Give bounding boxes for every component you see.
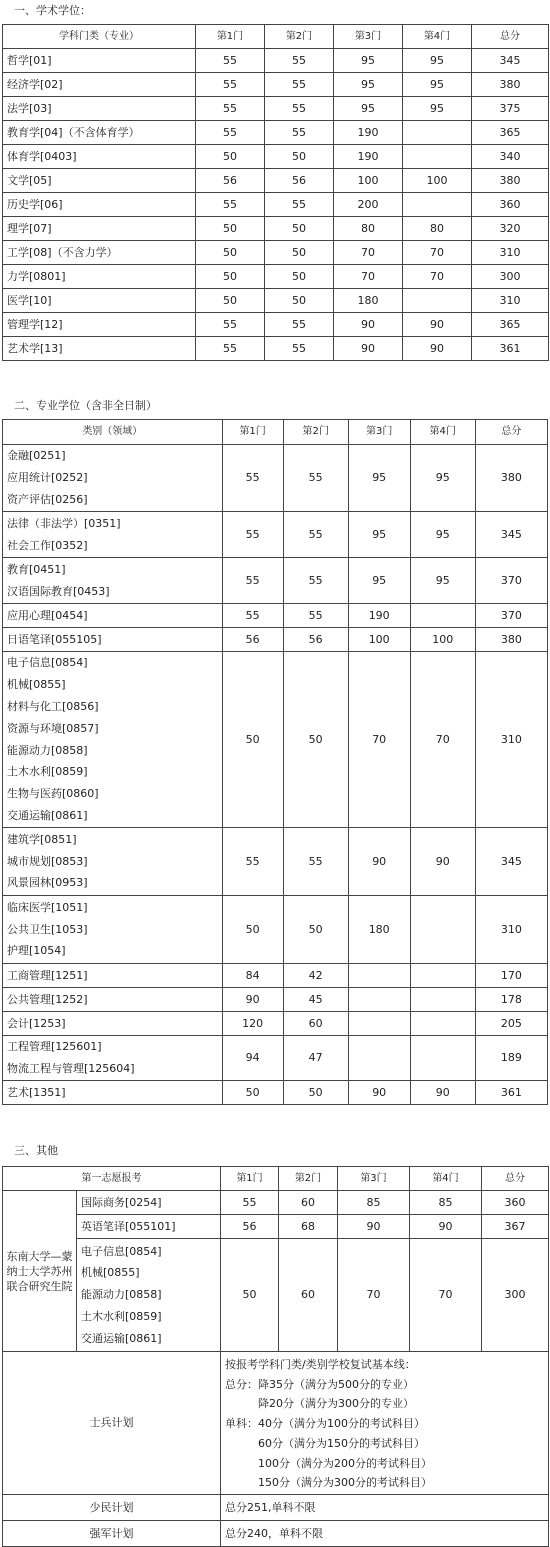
total-cell: 360 (472, 193, 549, 217)
category-name: 金融[0251] (7, 449, 66, 463)
score-cell: 180 (348, 896, 410, 964)
score-cell: 94 (222, 1036, 283, 1081)
score-cell: 55 (196, 73, 265, 97)
section2-title: 二、专业学位（含非全日制） (14, 399, 157, 412)
rule-line: 总分：降35分（满分为500分的专业） (225, 1377, 414, 1391)
score-cell: 85 (338, 1191, 410, 1215)
score-cell: 95 (410, 445, 475, 512)
category-name: 交通运输[0861] (7, 808, 88, 822)
table-row (3, 241, 549, 265)
total-cell: 380 (472, 73, 549, 97)
score-cell: 60 (279, 1239, 338, 1352)
total-cell: 178 (475, 988, 547, 1012)
table-row (3, 121, 549, 145)
table-row (3, 169, 549, 193)
header-total: 总分 (482, 1167, 549, 1191)
score-cell: 50 (283, 652, 348, 828)
score-cell: 100 (348, 628, 410, 652)
table-row (3, 512, 548, 558)
program-name: 能源动力[0858] (81, 1288, 162, 1302)
score-cell (410, 988, 475, 1012)
score-cell: 55 (196, 193, 265, 217)
discipline-name: 医学[10] (3, 289, 196, 313)
total-cell: 189 (475, 1036, 547, 1081)
score-cell: 95 (334, 97, 403, 121)
table-row (3, 217, 549, 241)
program-name: 英语笔译[055101] (77, 1215, 221, 1239)
category-name: 建筑学[0851] (7, 832, 77, 846)
category-name: 资源与环境[0857] (7, 721, 99, 735)
score-cell: 50 (196, 145, 265, 169)
score-cell: 55 (196, 97, 265, 121)
discipline-name: 历史学[06] (3, 193, 196, 217)
rule-line: 150分（满分为300分的考试科目） (225, 1476, 432, 1490)
category-name: 工程管理[125601] (7, 1040, 102, 1054)
total-cell: 310 (475, 652, 547, 828)
total-cell: 370 (475, 604, 547, 628)
score-cell: 55 (265, 73, 334, 97)
table-row (3, 1239, 549, 1352)
table-row (3, 988, 548, 1012)
total-cell: 170 (475, 964, 547, 988)
category-name: 汉语国际教育[0453] (7, 584, 110, 598)
category-name: 艺术[1351] (7, 1085, 66, 1099)
score-cell: 190 (334, 145, 403, 169)
score-cell: 90 (338, 1215, 410, 1239)
score-cell: 60 (279, 1191, 338, 1215)
score-cell: 70 (334, 265, 403, 289)
score-cell: 55 (222, 558, 283, 604)
rule-line: 60分（满分为150分的考试科目） (225, 1436, 425, 1450)
score-cell: 56 (221, 1215, 279, 1239)
discipline-name: 工学[08]（不含力学） (3, 241, 196, 265)
category-names (3, 558, 223, 604)
score-cell: 95 (348, 512, 410, 558)
category-name: 土木水利[0859] (7, 765, 88, 779)
score-cell (348, 1012, 410, 1036)
score-cell: 95 (410, 512, 475, 558)
score-cell: 90 (403, 313, 472, 337)
header-subject-2: 第2门 (265, 25, 334, 49)
qiangjun-plan-label: 强军计划 (3, 1521, 221, 1547)
header-subject-1: 第1门 (222, 420, 283, 445)
header-subject-1: 第1门 (196, 25, 265, 49)
category-name: 资产评估[0256] (7, 492, 88, 506)
score-cell: 70 (338, 1239, 410, 1352)
score-cell: 50 (196, 289, 265, 313)
table-row (3, 445, 548, 512)
category-name: 城市规划[0853] (7, 854, 88, 868)
total-cell: 365 (472, 121, 549, 145)
header-subject-3: 第3门 (348, 420, 410, 445)
table-header-row (3, 420, 548, 445)
total-cell: 345 (472, 49, 549, 73)
section1-title: 一、学术学位： (14, 4, 91, 17)
score-cell: 55 (222, 512, 283, 558)
score-cell: 55 (265, 97, 334, 121)
score-cell: 200 (334, 193, 403, 217)
score-cell: 50 (265, 265, 334, 289)
discipline-name: 哲学[01] (3, 49, 196, 73)
score-cell (403, 289, 472, 313)
table-row (3, 558, 548, 604)
score-cell: 70 (410, 1239, 482, 1352)
table-row (3, 652, 548, 828)
score-cell: 55 (196, 313, 265, 337)
score-cell: 90 (334, 313, 403, 337)
minority-plan-label: 少民计划 (3, 1495, 221, 1521)
academic-degree-table (2, 24, 549, 361)
score-cell: 90 (348, 1081, 410, 1105)
category-name: 社会工作[0352] (7, 538, 88, 552)
table-row (3, 145, 549, 169)
score-cell: 70 (403, 265, 472, 289)
score-cell (410, 1012, 475, 1036)
score-cell: 50 (283, 896, 348, 964)
score-cell: 95 (403, 73, 472, 97)
program-name-list (77, 1239, 221, 1352)
score-cell: 90 (410, 1081, 475, 1105)
score-cell: 55 (222, 828, 283, 896)
header-subject-2: 第2门 (279, 1167, 338, 1191)
program-name: 电子信息[0854] (81, 1244, 162, 1258)
score-cell: 55 (196, 121, 265, 145)
score-cell: 85 (410, 1191, 482, 1215)
soldier-plan-rules (221, 1352, 549, 1495)
table-row (3, 1495, 549, 1521)
score-cell: 56 (283, 628, 348, 652)
category-name: 护理[1054] (7, 944, 66, 958)
table-header-row (3, 1167, 549, 1191)
total-cell: 370 (475, 558, 547, 604)
score-cell: 56 (265, 169, 334, 193)
score-cell: 100 (410, 628, 475, 652)
header-subject-4: 第4门 (403, 25, 472, 49)
program-name: 交通运输[0861] (81, 1331, 162, 1345)
category-names (3, 604, 223, 628)
header-subject-3: 第3门 (334, 25, 403, 49)
discipline-name: 理学[07] (3, 217, 196, 241)
score-cell: 180 (334, 289, 403, 313)
category-name: 电子信息[0854] (7, 656, 88, 670)
total-cell: 361 (475, 1081, 547, 1105)
score-cell: 120 (222, 1012, 283, 1036)
score-cell: 90 (222, 988, 283, 1012)
table-header-row (3, 25, 549, 49)
total-cell: 365 (472, 313, 549, 337)
score-cell: 50 (265, 145, 334, 169)
score-cell: 50 (221, 1239, 279, 1352)
score-cell: 90 (410, 828, 475, 896)
total-cell: 205 (475, 1012, 547, 1036)
score-cell: 95 (403, 49, 472, 73)
other-plans-table (2, 1166, 549, 1547)
score-cell (403, 145, 472, 169)
table-row (3, 828, 548, 896)
score-cell: 55 (283, 828, 348, 896)
score-cell: 190 (348, 604, 410, 628)
qiangjun-plan-rule: 总分240，单科不限 (221, 1521, 549, 1547)
score-cell: 70 (403, 241, 472, 265)
category-names (3, 1036, 223, 1081)
score-cell: 95 (334, 49, 403, 73)
category-name: 公共管理[1252] (7, 992, 88, 1006)
table-row (3, 337, 549, 361)
header-subject-3: 第3门 (338, 1167, 410, 1191)
table-row (3, 964, 548, 988)
score-cell: 50 (196, 241, 265, 265)
total-cell: 380 (475, 445, 547, 512)
score-cell: 55 (283, 558, 348, 604)
rule-line: 降20分（满分为300分的专业） (225, 1397, 414, 1411)
discipline-name: 法学[03] (3, 97, 196, 121)
total-cell: 340 (472, 145, 549, 169)
score-cell: 84 (222, 964, 283, 988)
total-cell: 367 (482, 1215, 549, 1239)
table-row (3, 896, 548, 964)
category-names (3, 652, 223, 828)
soldier-plan-label: 士兵计划 (3, 1352, 221, 1495)
score-cell: 50 (222, 896, 283, 964)
category-name: 机械[0855] (7, 678, 66, 692)
category-names (3, 896, 223, 964)
category-name: 日语笔译[055105] (7, 632, 102, 646)
score-cell: 90 (348, 828, 410, 896)
score-cell: 45 (283, 988, 348, 1012)
rule-line: 按报考学科门类/类别学校复试基本线： (225, 1358, 416, 1371)
score-cell: 55 (196, 337, 265, 361)
professional-degree-table (2, 419, 548, 1105)
score-cell: 95 (410, 558, 475, 604)
minority-plan-rule: 总分251,单科不限 (221, 1495, 549, 1521)
total-cell: 310 (472, 289, 549, 313)
score-cell: 50 (265, 241, 334, 265)
score-cell: 70 (348, 652, 410, 828)
score-cell: 50 (196, 217, 265, 241)
table-row (3, 97, 549, 121)
score-cell: 60 (283, 1012, 348, 1036)
table-row (3, 313, 549, 337)
score-cell: 55 (283, 512, 348, 558)
score-cell: 90 (403, 337, 472, 361)
score-cell (410, 1036, 475, 1081)
score-cell (403, 121, 472, 145)
header-category: 学科门类（专业） (3, 25, 196, 49)
score-cell: 50 (196, 265, 265, 289)
table-row (3, 1191, 549, 1215)
discipline-name: 艺术学[13] (3, 337, 196, 361)
category-names (3, 964, 223, 988)
total-cell: 310 (475, 896, 547, 964)
discipline-name: 经济学[02] (3, 73, 196, 97)
discipline-name: 教育学[04]（不含体育学） (3, 121, 196, 145)
table-row (3, 1215, 549, 1239)
total-cell: 300 (472, 265, 549, 289)
score-cell: 50 (222, 652, 283, 828)
table-row (3, 289, 549, 313)
category-name: 物流工程与管理[125604] (7, 1062, 135, 1075)
total-cell: 310 (472, 241, 549, 265)
table-row (3, 1012, 548, 1036)
table-row (3, 1036, 548, 1081)
score-cell: 55 (265, 121, 334, 145)
total-cell: 375 (472, 97, 549, 121)
discipline-name: 管理学[12] (3, 313, 196, 337)
score-cell: 95 (348, 445, 410, 512)
total-cell: 300 (482, 1239, 549, 1352)
score-cell (403, 193, 472, 217)
score-cell (348, 1036, 410, 1081)
category-name: 应用统计[0252] (7, 471, 88, 485)
category-name: 法律（非法学）[0351] (7, 516, 121, 530)
total-cell: 380 (472, 169, 549, 193)
category-name: 会计[1253] (7, 1016, 66, 1030)
category-names (3, 445, 223, 512)
score-cell: 90 (410, 1215, 482, 1239)
score-cell: 55 (265, 313, 334, 337)
category-name: 公共卫生[1053] (7, 922, 88, 936)
category-names (3, 988, 223, 1012)
score-cell: 100 (334, 169, 403, 193)
total-cell: 320 (472, 217, 549, 241)
program-name: 土木水利[0859] (81, 1309, 162, 1323)
table-row (3, 265, 549, 289)
program-name: 机械[0855] (81, 1266, 140, 1280)
category-names (3, 1081, 223, 1105)
score-cell: 95 (348, 558, 410, 604)
total-cell: 360 (482, 1191, 549, 1215)
score-cell: 50 (265, 289, 334, 313)
table-row (3, 49, 549, 73)
table-row (3, 628, 548, 652)
score-cell: 68 (279, 1215, 338, 1239)
score-cell: 80 (334, 217, 403, 241)
category-name: 工商管理[1251] (7, 968, 88, 982)
category-name: 生物与医药[0860] (7, 787, 99, 801)
score-cell (348, 964, 410, 988)
table-row (3, 604, 548, 628)
category-name: 应用心理[0454] (7, 608, 88, 622)
score-cell: 55 (221, 1191, 279, 1215)
table-row (3, 1081, 548, 1105)
score-cell: 55 (283, 604, 348, 628)
score-cell: 56 (196, 169, 265, 193)
category-name: 教育[0451] (7, 562, 66, 576)
score-cell: 50 (283, 1081, 348, 1105)
score-cell: 55 (265, 193, 334, 217)
score-cell: 70 (334, 241, 403, 265)
score-cell: 50 (222, 1081, 283, 1105)
rule-line: 100分（满分为200分的考试科目） (225, 1456, 432, 1470)
score-cell (410, 604, 475, 628)
score-cell: 55 (222, 445, 283, 512)
discipline-name: 文学[05] (3, 169, 196, 193)
score-cell: 50 (265, 217, 334, 241)
header-total: 总分 (472, 25, 549, 49)
table-row (3, 193, 549, 217)
score-cell: 47 (283, 1036, 348, 1081)
score-cell: 95 (403, 97, 472, 121)
total-cell: 345 (475, 828, 547, 896)
header-category: 类别（领域） (3, 420, 223, 445)
section3-title: 三、其他 (14, 1144, 58, 1157)
category-names (3, 828, 223, 896)
category-names (3, 512, 223, 558)
rule-line: 单科：40分（满分为100分的考试科目） (225, 1417, 425, 1431)
category-name: 临床医学[1051] (7, 900, 88, 914)
score-cell: 42 (283, 964, 348, 988)
joint-graduate-school-label: 东南大学—蒙纳士大学苏州联合研究生院 (3, 1191, 77, 1352)
category-names (3, 1012, 223, 1036)
discipline-name: 体育学[0403] (3, 145, 196, 169)
header-subject-4: 第4门 (410, 420, 475, 445)
category-name: 材料与化工[0856] (7, 699, 99, 713)
score-cell: 100 (403, 169, 472, 193)
score-cell: 55 (196, 49, 265, 73)
score-cell: 190 (334, 121, 403, 145)
score-cell: 55 (265, 337, 334, 361)
score-cell (410, 964, 475, 988)
score-cell (410, 896, 475, 964)
table-row (3, 1521, 549, 1547)
score-cell: 55 (265, 49, 334, 73)
discipline-name: 力学[0801] (3, 265, 196, 289)
score-cell: 70 (410, 652, 475, 828)
score-cell (348, 988, 410, 1012)
category-name: 风景园林[0953] (7, 876, 88, 890)
score-cell: 80 (403, 217, 472, 241)
table-row (3, 1352, 549, 1495)
total-cell: 345 (475, 512, 547, 558)
score-cell: 56 (222, 628, 283, 652)
category-names (3, 628, 223, 652)
category-name: 能源动力[0858] (7, 743, 88, 757)
header-subject-1: 第1门 (221, 1167, 279, 1191)
total-cell: 380 (475, 628, 547, 652)
program-name: 国际商务[0254] (77, 1191, 221, 1215)
header-subject-4: 第4门 (410, 1167, 482, 1191)
score-cell: 90 (334, 337, 403, 361)
score-cell: 55 (283, 445, 348, 512)
header-first-choice: 第一志愿报考 (3, 1167, 221, 1191)
table-row (3, 73, 549, 97)
score-cell: 55 (222, 604, 283, 628)
header-total: 总分 (475, 420, 547, 445)
header-subject-2: 第2门 (283, 420, 348, 445)
score-cell: 95 (334, 73, 403, 97)
total-cell: 361 (472, 337, 549, 361)
